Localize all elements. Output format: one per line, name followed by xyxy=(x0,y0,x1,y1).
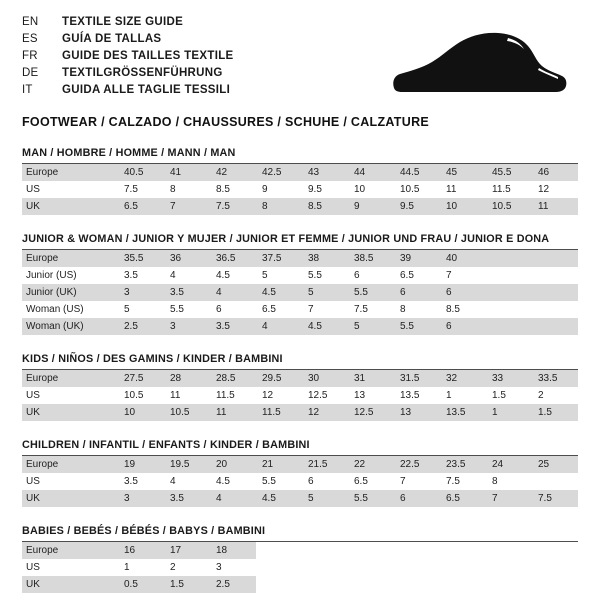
table-row xyxy=(22,542,578,559)
cell: 32 xyxy=(440,370,486,387)
document-header xyxy=(22,14,578,106)
cell: 2.5 xyxy=(118,318,164,335)
cell xyxy=(532,576,578,593)
row-label: US xyxy=(22,473,118,490)
language-title: TEXTILE SIZE GUIDE xyxy=(62,16,184,28)
cell xyxy=(486,284,532,301)
cell xyxy=(532,542,578,559)
row-label: Europe xyxy=(22,542,118,559)
cell: 25 xyxy=(532,456,578,473)
cell: 8.5 xyxy=(440,301,486,318)
cell xyxy=(256,559,302,576)
cell xyxy=(302,559,348,576)
cell xyxy=(440,576,486,593)
size-table-babies xyxy=(22,542,578,593)
section-title: KIDS / NIÑOS / DES GAMINS / KINDER / BAMBINI xyxy=(22,353,578,370)
language-title: GUIDE DES TAILLES TEXTILE xyxy=(62,50,234,62)
cell: 28 xyxy=(164,370,210,387)
language-title: GUIDA ALLE TAGLIE TESSILI xyxy=(62,84,231,96)
cell xyxy=(440,542,486,559)
cell: 5 xyxy=(302,284,348,301)
cell: 12.5 xyxy=(348,404,394,421)
cell: 3 xyxy=(210,559,256,576)
cell xyxy=(348,542,394,559)
row-label: UK xyxy=(22,576,118,593)
cell: 20 xyxy=(210,456,256,473)
cell: 42.5 xyxy=(256,164,302,181)
cell: 6 xyxy=(440,284,486,301)
cell xyxy=(394,576,440,593)
cell: 12.5 xyxy=(302,387,348,404)
cell: 33.5 xyxy=(532,370,578,387)
cell: 5 xyxy=(348,318,394,335)
cell: 45.5 xyxy=(486,164,532,181)
table-row xyxy=(22,181,578,198)
cell: 7.5 xyxy=(532,490,578,507)
cell xyxy=(394,542,440,559)
cell: 5.5 xyxy=(256,473,302,490)
row-label: Europe xyxy=(22,164,118,181)
cell: 38.5 xyxy=(348,250,394,267)
cell xyxy=(486,301,532,318)
row-label: Europe xyxy=(22,370,118,387)
cell: 3 xyxy=(164,318,210,335)
row-label: Junior (UK) xyxy=(22,284,118,301)
cell: 4.5 xyxy=(302,318,348,335)
table-row xyxy=(22,370,578,387)
cell: 24 xyxy=(486,456,532,473)
cell: 3.5 xyxy=(118,267,164,284)
section-kids xyxy=(22,353,578,421)
section-man xyxy=(22,147,578,215)
cell: 5.5 xyxy=(302,267,348,284)
cell: 10 xyxy=(118,404,164,421)
cell: 1 xyxy=(440,387,486,404)
cell xyxy=(486,318,532,335)
cell: 39 xyxy=(394,250,440,267)
cell: 43 xyxy=(302,164,348,181)
cell: 6.5 xyxy=(394,267,440,284)
cell: 21.5 xyxy=(302,456,348,473)
cell: 12 xyxy=(302,404,348,421)
cell: 6 xyxy=(210,301,256,318)
language-code: EN xyxy=(22,16,39,28)
table-row xyxy=(22,559,578,576)
section-title: BABIES / BEBÉS / BÉBÉS / BABYS / BAMBINI xyxy=(22,525,578,542)
cell: 7 xyxy=(486,490,532,507)
cell: 3 xyxy=(118,490,164,507)
cell: 11 xyxy=(440,181,486,198)
table-row xyxy=(22,473,578,490)
cell: 6.5 xyxy=(348,473,394,490)
cell: 31 xyxy=(348,370,394,387)
cell: 2 xyxy=(532,387,578,404)
table-row xyxy=(22,318,578,335)
cell: 13 xyxy=(394,404,440,421)
cell: 10.5 xyxy=(164,404,210,421)
cell: 3.5 xyxy=(164,490,210,507)
cell xyxy=(302,576,348,593)
cell: 8 xyxy=(164,181,210,198)
language-row xyxy=(22,14,578,31)
cell xyxy=(532,284,578,301)
cell xyxy=(394,559,440,576)
cell: 4 xyxy=(210,284,256,301)
cell: 1 xyxy=(486,404,532,421)
cell: 1.5 xyxy=(532,404,578,421)
language-code: DE xyxy=(22,67,39,79)
table-row xyxy=(22,387,578,404)
row-label: UK xyxy=(22,404,118,421)
cell: 11 xyxy=(164,387,210,404)
cell: 27.5 xyxy=(118,370,164,387)
cell xyxy=(532,318,578,335)
cell: 4 xyxy=(164,473,210,490)
cell: 5.5 xyxy=(394,318,440,335)
row-label: US xyxy=(22,559,118,576)
cell xyxy=(532,559,578,576)
row-label: Woman (US) xyxy=(22,301,118,318)
cell: 3.5 xyxy=(164,284,210,301)
cell: 4.5 xyxy=(256,284,302,301)
cell: 9.5 xyxy=(302,181,348,198)
cell: 40 xyxy=(440,250,486,267)
category-heading: FOOTWEAR / CALZADO / CHAUSSURES / SCHUHE / CALZATURE xyxy=(22,115,430,129)
cell: 46 xyxy=(532,164,578,181)
cell: 5.5 xyxy=(348,284,394,301)
cell: 37.5 xyxy=(256,250,302,267)
cell: 13.5 xyxy=(394,387,440,404)
cell: 6 xyxy=(440,318,486,335)
cell xyxy=(440,559,486,576)
row-label: Europe xyxy=(22,456,118,473)
section-children xyxy=(22,439,578,507)
table-row xyxy=(22,404,578,421)
row-label: US xyxy=(22,387,118,404)
cell: 19.5 xyxy=(164,456,210,473)
cell: 38 xyxy=(302,250,348,267)
cell: 8.5 xyxy=(302,198,348,215)
cell: 13.5 xyxy=(440,404,486,421)
dress-shoe-icon xyxy=(388,30,568,102)
cell: 6.5 xyxy=(440,490,486,507)
language-code: ES xyxy=(22,33,38,45)
cell: 36 xyxy=(164,250,210,267)
cell: 4.5 xyxy=(210,267,256,284)
cell: 13 xyxy=(348,387,394,404)
cell: 45 xyxy=(440,164,486,181)
cell: 8.5 xyxy=(210,181,256,198)
cell xyxy=(486,267,532,284)
cell: 4.5 xyxy=(256,490,302,507)
cell: 22 xyxy=(348,456,394,473)
cell: 6.5 xyxy=(118,198,164,215)
table-row xyxy=(22,576,578,593)
cell: 6.5 xyxy=(256,301,302,318)
cell xyxy=(532,267,578,284)
cell: 3 xyxy=(118,284,164,301)
cell: 9 xyxy=(348,198,394,215)
cell: 7 xyxy=(302,301,348,318)
cell: 11 xyxy=(210,404,256,421)
table-row xyxy=(22,267,578,284)
table-row xyxy=(22,301,578,318)
cell: 7 xyxy=(394,473,440,490)
cell: 19 xyxy=(118,456,164,473)
cell: 3.5 xyxy=(118,473,164,490)
cell: 16 xyxy=(118,542,164,559)
cell: 7.5 xyxy=(118,181,164,198)
table-row xyxy=(22,250,578,267)
cell xyxy=(302,542,348,559)
cell xyxy=(348,576,394,593)
cell: 30 xyxy=(302,370,348,387)
section-babies xyxy=(22,525,578,593)
cell: 10 xyxy=(348,181,394,198)
cell: 10 xyxy=(440,198,486,215)
cell: 17 xyxy=(164,542,210,559)
cell: 18 xyxy=(210,542,256,559)
cell: 4.5 xyxy=(210,473,256,490)
cell: 5 xyxy=(256,267,302,284)
cell: 1.5 xyxy=(486,387,532,404)
cell: 5.5 xyxy=(164,301,210,318)
cell xyxy=(532,250,578,267)
cell: 8 xyxy=(394,301,440,318)
size-table-man xyxy=(22,164,578,215)
row-label: Junior (US) xyxy=(22,267,118,284)
cell: 23.5 xyxy=(440,456,486,473)
cell xyxy=(532,473,578,490)
table-row xyxy=(22,284,578,301)
cell: 5.5 xyxy=(348,490,394,507)
cell: 7 xyxy=(440,267,486,284)
cell xyxy=(486,542,532,559)
table-row xyxy=(22,490,578,507)
cell: 3.5 xyxy=(210,318,256,335)
section-title: JUNIOR & WOMAN / JUNIOR Y MUJER / JUNIOR ET FEMME / JUNIOR UND FRAU / JUNIOR E DONA xyxy=(22,233,578,250)
cell: 9.5 xyxy=(394,198,440,215)
cell: 35.5 xyxy=(118,250,164,267)
cell: 29.5 xyxy=(256,370,302,387)
cell: 7 xyxy=(164,198,210,215)
cell: 11 xyxy=(532,198,578,215)
row-label: UK xyxy=(22,198,118,215)
size-table-junior-woman xyxy=(22,250,578,335)
cell: 2.5 xyxy=(210,576,256,593)
language-code: FR xyxy=(22,50,38,62)
section-title: MAN / HOMBRE / HOMME / MANN / MAN xyxy=(22,147,578,164)
cell: 44.5 xyxy=(394,164,440,181)
table-row xyxy=(22,198,578,215)
cell: 5 xyxy=(118,301,164,318)
cell: 22.5 xyxy=(394,456,440,473)
cell: 12 xyxy=(532,181,578,198)
cell: 8 xyxy=(486,473,532,490)
cell xyxy=(348,559,394,576)
row-label: Woman (UK) xyxy=(22,318,118,335)
cell xyxy=(256,576,302,593)
cell: 44 xyxy=(348,164,394,181)
cell xyxy=(532,301,578,318)
cell: 4 xyxy=(256,318,302,335)
cell: 12 xyxy=(256,387,302,404)
cell: 6 xyxy=(394,284,440,301)
size-table-children xyxy=(22,456,578,507)
language-code: IT xyxy=(22,84,33,96)
cell: 10.5 xyxy=(118,387,164,404)
language-title: TEXTILGRÖSSENFÜHRUNG xyxy=(62,67,223,79)
cell: 9 xyxy=(256,181,302,198)
cell: 10.5 xyxy=(486,198,532,215)
cell: 33 xyxy=(486,370,532,387)
row-label: UK xyxy=(22,490,118,507)
cell xyxy=(486,250,532,267)
cell: 10.5 xyxy=(394,181,440,198)
section-title: CHILDREN / INFANTIL / ENFANTS / KINDER / BAMBINI xyxy=(22,439,578,456)
cell: 5 xyxy=(302,490,348,507)
cell: 6 xyxy=(302,473,348,490)
cell: 42 xyxy=(210,164,256,181)
cell: 0.5 xyxy=(118,576,164,593)
cell: 7.5 xyxy=(348,301,394,318)
cell: 21 xyxy=(256,456,302,473)
cell: 4 xyxy=(210,490,256,507)
cell: 7.5 xyxy=(210,198,256,215)
size-table-kids xyxy=(22,370,578,421)
cell: 41 xyxy=(164,164,210,181)
cell: 7.5 xyxy=(440,473,486,490)
cell xyxy=(486,559,532,576)
section-junior-woman xyxy=(22,233,578,335)
cell: 4 xyxy=(164,267,210,284)
cell: 1.5 xyxy=(164,576,210,593)
cell: 40.5 xyxy=(118,164,164,181)
cell: 31.5 xyxy=(394,370,440,387)
table-row xyxy=(22,164,578,181)
cell: 6 xyxy=(348,267,394,284)
cell: 36.5 xyxy=(210,250,256,267)
cell: 1 xyxy=(118,559,164,576)
cell: 28.5 xyxy=(210,370,256,387)
table-row xyxy=(22,456,578,473)
language-title: GUÍA DE TALLAS xyxy=(62,33,162,45)
cell: 6 xyxy=(394,490,440,507)
cell: 11.5 xyxy=(486,181,532,198)
cell: 11.5 xyxy=(210,387,256,404)
cell xyxy=(256,542,302,559)
cell: 11.5 xyxy=(256,404,302,421)
cell xyxy=(486,576,532,593)
cell: 2 xyxy=(164,559,210,576)
row-label: Europe xyxy=(22,250,118,267)
row-label: US xyxy=(22,181,118,198)
cell: 8 xyxy=(256,198,302,215)
